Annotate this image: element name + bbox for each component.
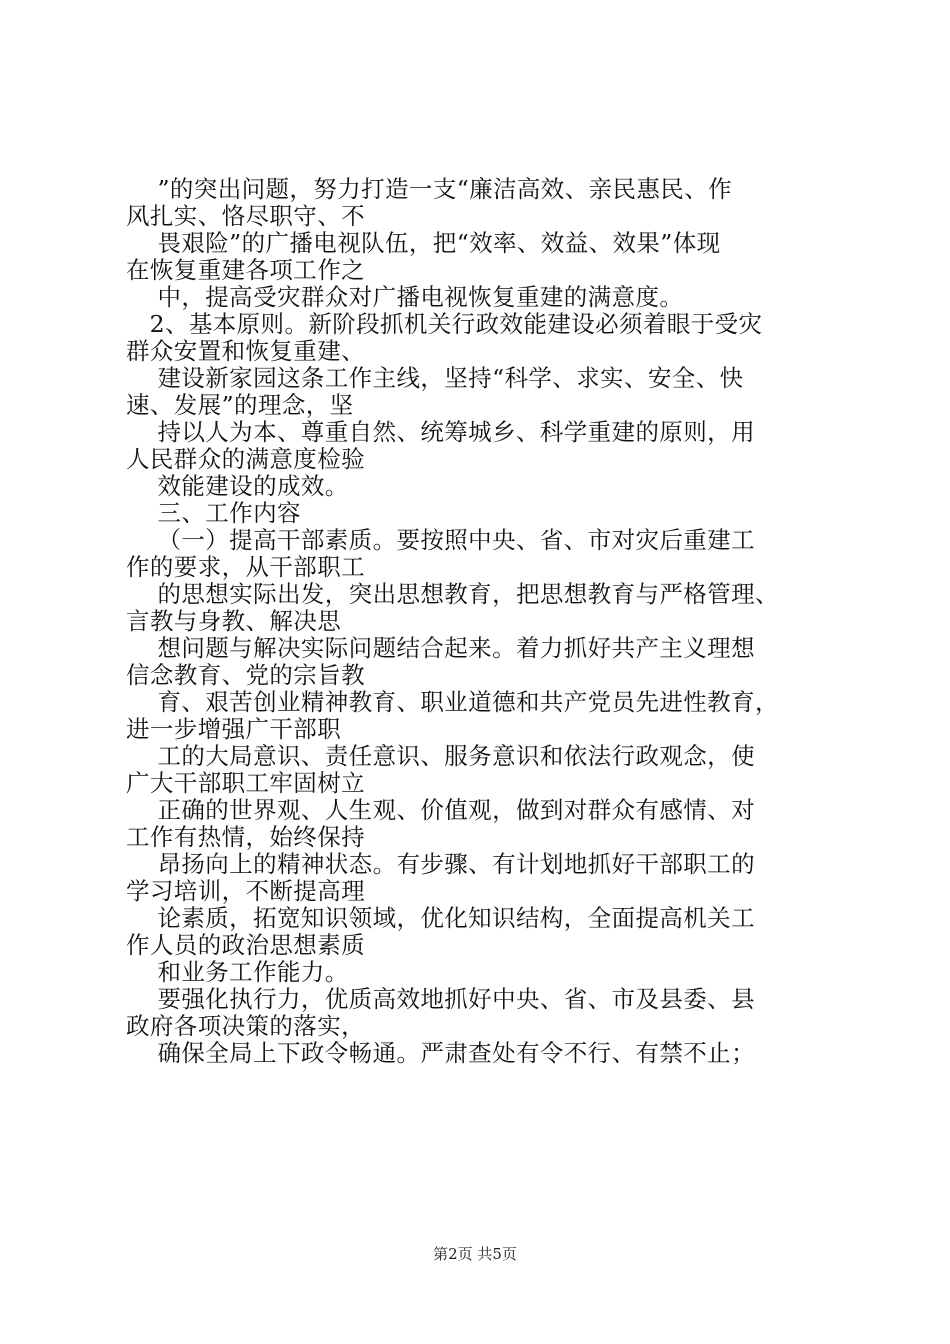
text-line: 言教与身教、解决思 想问题与解决实际问题结合起来。着力抓好共产主义理想 (126, 608, 755, 662)
text-line: 三、工作内容 （一）提高干部素质。要按照中央、省、市对灾后重建工 (157, 500, 755, 554)
text-line: 中，提高受灾群众对广播电视恢复重建的满意度。 2、基本原则。新阶段抓机关行政效能建设必须着眼于受灾 (149, 284, 763, 338)
text-line: 速、发展”的理念，坚 持以人为本、尊重自然、统筹城乡、科学重建的原则，用 (126, 392, 755, 446)
text-line: 群众安置和恢复重建、 建设新家园这条工作主线，坚持“科学、求实、安全、快 (126, 338, 744, 392)
text-line: ”的突出问题，努力打造一支“廉洁高效、亲民惠民、作 风扎实、恪尽职守、不 (126, 176, 733, 230)
text-line: 要强化执行力，优质高效地抓好中央、省、市及县委、县 政府各项决策的落实， (126, 986, 755, 1040)
text-line: 信念教育、党的宗旨教 育、艰苦创业精神教育、职业道德和共产党员先进性教育， (126, 662, 779, 716)
text-line: 畏艰险”的广播电视队伍，把“效率、效益、效果”体现 在恢复重建各项工作之 (126, 230, 721, 284)
document-body (126, 176, 836, 1094)
page-number-footer: 第2页 共5页 (433, 1245, 517, 1263)
text-line: 确保全局上下政令畅通。严肃查处有令不行、有禁不止； (126, 1040, 755, 1067)
text-line: 进一步增强广干部职 工的大局意识、责任意识、服务意识和依法行政观念，使 (126, 716, 755, 770)
text-line: 作人员的政治思想素质 和业务工作能力。 (126, 932, 365, 986)
text-line: 广大干部职工牢固树立 正确的世界观、人生观、价值观，做到对群众有感情、对 (126, 770, 755, 824)
text-line: 作的要求，从干部职工 的思想实际出发，突出思想教育，把思想教育与严格管理、 (126, 554, 779, 608)
text-line: 人民群众的满意度检验 效能建设的成效。 (126, 446, 365, 500)
text-line: 工作有热情，始终保持 昂扬向上的精神状态。有步骤、有计划地抓好干部职工的 (126, 824, 755, 878)
text-line: 学习培训，不断提高理 论素质，拓宽知识领域，优化知识结构，全面提高机关工 (126, 878, 755, 932)
